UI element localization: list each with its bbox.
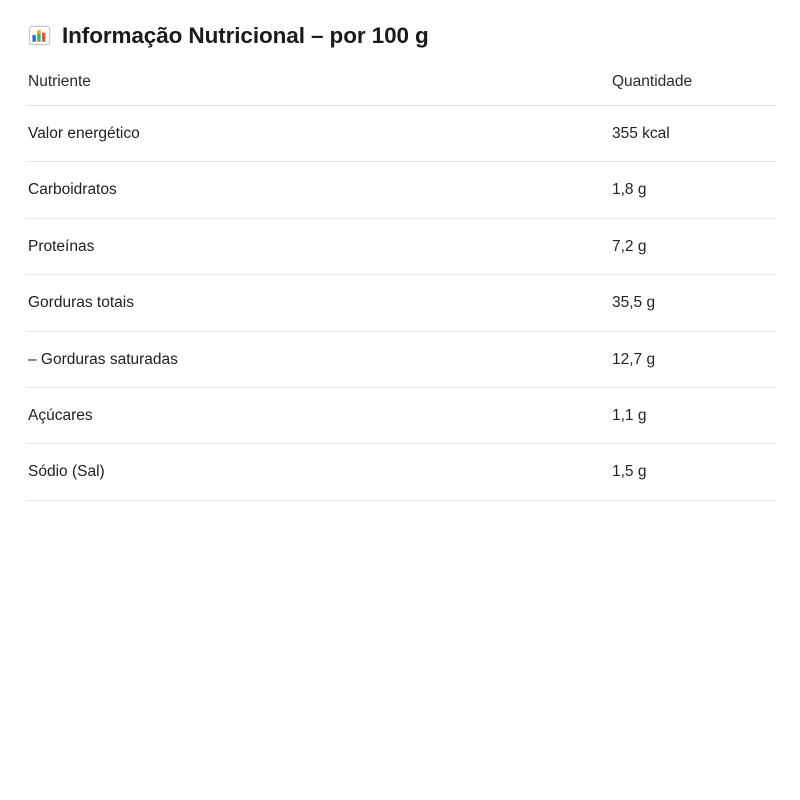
cell-nutrient: Proteínas: [26, 218, 612, 274]
page-title-text: Informação Nutricional – por 100 g: [62, 23, 429, 48]
cell-amount: 355 kcal: [612, 106, 776, 162]
cell-amount: 1,1 g: [612, 387, 776, 443]
column-header-nutrient: Nutriente: [26, 65, 612, 106]
cell-amount: 7,2 g: [612, 218, 776, 274]
table-row: [26, 275, 776, 331]
cell-amount: 1,8 g: [612, 162, 776, 218]
cell-amount: 12,7 g: [612, 331, 776, 387]
bar-chart-icon: [28, 24, 51, 47]
cell-nutrient: Açúcares: [26, 387, 612, 443]
cell-nutrient: Valor energético: [26, 106, 612, 162]
table-row: [26, 162, 776, 218]
table-header: [26, 65, 776, 106]
table-row: [26, 444, 776, 500]
table-header-row: [26, 65, 776, 106]
cell-nutrient: Carboidratos: [26, 162, 612, 218]
column-header-amount: Quantidade: [612, 65, 776, 106]
cell-nutrient: – Gorduras saturadas: [26, 331, 612, 387]
table-row: [26, 387, 776, 443]
cell-amount: 1,5 g: [612, 444, 776, 500]
page-title: [28, 22, 776, 49]
cell-nutrient: Gorduras totais: [26, 275, 612, 331]
nutrition-table: [26, 65, 776, 501]
cell-amount: 35,5 g: [612, 275, 776, 331]
table-body: [26, 106, 776, 501]
table-row: [26, 331, 776, 387]
table-row: [26, 106, 776, 162]
cell-nutrient: Sódio (Sal): [26, 444, 612, 500]
table-row: [26, 218, 776, 274]
